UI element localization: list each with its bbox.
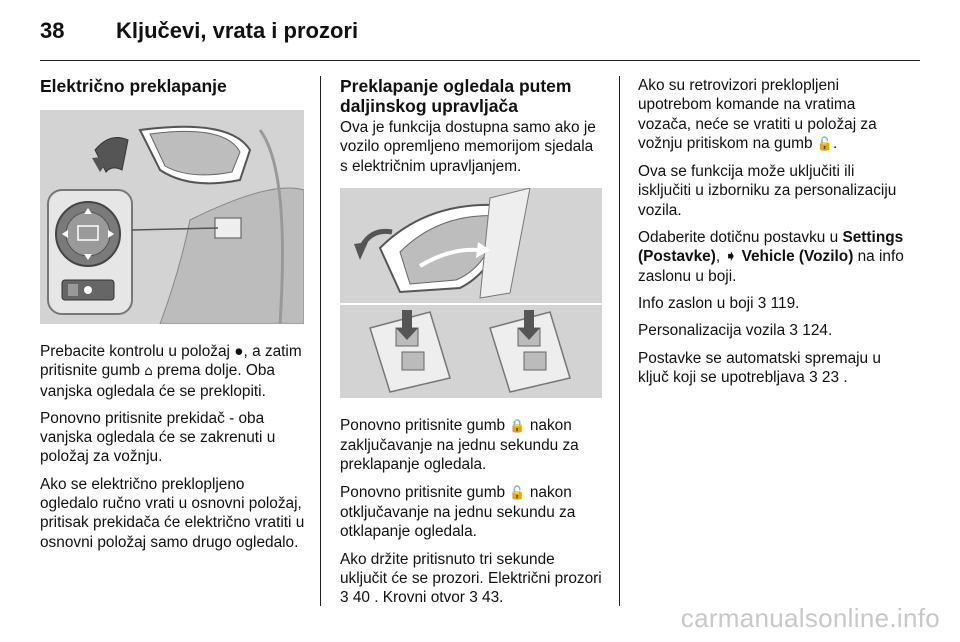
header-rule [40, 60, 920, 61]
page-reference-40: 3 40 [340, 589, 370, 607]
page-reference-119: 3 119 [757, 294, 796, 312]
paragraph-personalization-ref: Personalizacija vozila 3 124. [638, 322, 833, 340]
column-divider-1 [320, 76, 321, 606]
paragraph-fold-instruction: Prebacite kontrolu u položaj ●, a zatim pritisnite gumb ⌂ prema dolje. Oba vanjska ogledala će se preklopiti. [40, 343, 302, 400]
paragraph-info-display-ref: Info zaslon u boji 3 119. [638, 294, 800, 312]
paragraph-key-memory-note: Postavke se automatski spremaju u ključ koji se upotrebljava 3 23 . [638, 349, 881, 386]
unlock-icon: 🔓 [509, 485, 526, 501]
page-reference-43: 3 43 [469, 589, 500, 607]
paragraph-manual-return-note: Ako se električno preklopljeno ogledalo ručno vrati u osnovni položaj, pritisak prekidača će električno vratiti u osnovni položaj samo drugo ogledalo. [40, 475, 305, 551]
column-2 [340, 76, 604, 616]
column-1 [40, 76, 306, 560]
lock-icon: 🔒 [509, 418, 526, 434]
paragraph-driver-door-note: Ako su retrovizori preklopljeni upotrebom komande na vratima vozača, neće se vratiti u položaj za vožnju pritiskom na gumb 🔓. [638, 77, 877, 152]
page-reference-23: 3 23 [809, 368, 840, 386]
page-header [40, 18, 358, 50]
remote-key-mirror-illustration [340, 188, 602, 398]
unlock-icon: 🔓 [816, 136, 833, 152]
section-heading-electric-folding: Električno preklapanje [40, 76, 227, 96]
paragraph-availability: Ova je funkcija dostupna samo ako je vozilo opremljeno memorijom sjedala s električnim upravljanjem. [340, 119, 596, 175]
page-number: 38 [40, 18, 65, 43]
paragraph-hold-windows: Ako držite pritisnuto tri sekunde uključit će se prozori. Električni prozori 3 40 . Krovni otvor 3 43. [340, 550, 602, 607]
vehicle-menu-label: Vehicle (Vozilo) [741, 248, 854, 266]
paragraph-lock-fold: Ponovno pritisnite gumb 🔒 nakon zaključavanje na jednu sekundu za preklapanje ogledala. [340, 416, 579, 474]
paragraph-unfold-instruction: Ponovno pritisnite prekidač - oba vanjska ogledala će se zakrenuti u položaj za vožnju. [40, 409, 276, 466]
mirror-switch-illustration [40, 110, 304, 324]
dot-symbol: ● [234, 343, 244, 360]
paragraph-unlock-unfold: Ponovno pritisnite gumb 🔓 nakon otključavanje na jednu sekundu za otklapanje ogledala. [340, 483, 576, 541]
settings-menu-label: Settings (Postavke) [638, 229, 904, 266]
section-heading-remote-folding: Preklapanje ogledala putem daljinskog upravljača [340, 76, 572, 116]
paragraph-settings-path: Odaberite dotičnu postavku u Settings (Postavke), ➧ Vehicle (Vozilo) na info zaslonu u boji. [638, 229, 904, 285]
chapter-title: Ključevi, vrata i prozori [116, 18, 359, 43]
column-3 [638, 76, 904, 395]
page-reference-124: 3 124 [789, 322, 828, 340]
fold-button-symbol: ⌂ [144, 364, 153, 380]
watermark: carmanualsonline.info [680, 603, 940, 633]
paragraph-toggle-function: Ova se funkcija može uključiti ili isključiti u izborniku za personalizaciju vozila. [638, 163, 897, 219]
column-divider-2 [619, 76, 620, 606]
